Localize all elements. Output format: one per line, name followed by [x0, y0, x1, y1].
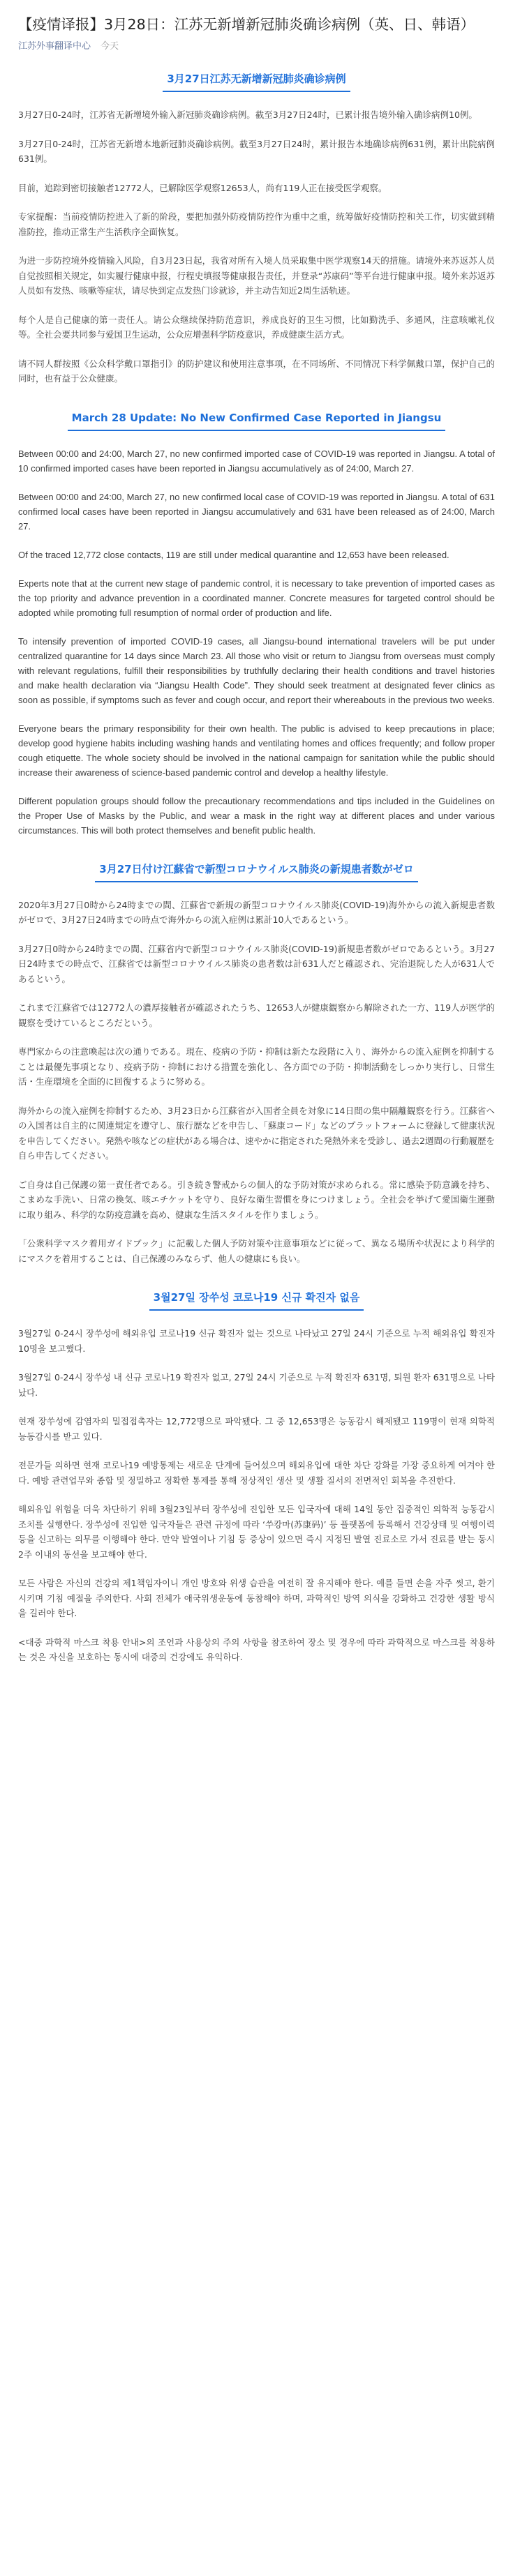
paragraph: ご自身は自己保護の第一責任者である。引き続き警戒からの個人的な予防対策が求められる。常に感染予防意識を持ち、こまめな手洗い、日常の換気、咳エチケットを守り、良好な衛生習慣を身につけましょう。全社会を挙げて愛国衛生運動に取り組み、科学的な防疫意識を高め、健康な生活スタイルを作りましょう。	[18, 1179, 495, 1220]
paragraph: 해외유입 위험을 더욱 차단하기 위해 3월23일부터 장쑤성에 진입한 모든 입국자에 대해 14일 동안 집중적인 의학적 능동감시 조치를 실행한다. 장쑤성에 진입한 입국자들은 관련 규정에 따라 ‘쑤캉마(苏康码)’ 등 플랫폼에 등록해서 건강상태 및 여행이력 등을 신고하는 의무를 이행해야 한다. 만약 발열이나 기침 등 증상이 있으면 즉시 지정된 발열 진료소로 가서 진료를 받는 동시 2주 이내의 동선을 보고해야 한다.	[18, 1504, 495, 1560]
account-name-link[interactable]: 江苏外事翻译中心	[18, 41, 91, 52]
paragraph: 専門家からの注意喚起は次の通りである。現在、疫病の予防・抑制は新たな段階に入り、海外からの流入症例を抑制することは最優先事項となり、疫病予防・抑制における措置を強化し、各方面での予防・抑制活動をしっかり実行し、日常生活・生産環境を全面的に回復するように努める。	[18, 1046, 495, 1087]
paragraph: 3月27日0-24时，江苏省无新增本地新冠肺炎确诊病例。截至3月27日24时，累计报告本地确诊病例631例，累计出院病例631例。	[18, 138, 495, 164]
section-header-korean: 3월27일 장쑤성 코로나19 신규 확진자 없음	[149, 1290, 364, 1311]
paragraph: 현재 장쑤성에 감염자의 밀접접촉자는 12,772명으로 파악됐다. 그 중 12,653명은 능동감시 해제됐고 119명이 현재 의학적 능동감시를 받고 있다.	[18, 1416, 495, 1442]
paragraph: 3월27일 0-24시 장쑤성 내 신규 코로나19 확진자 없고, 27일 24시 기준으로 누적 확진자 631명, 퇴원 환자 631명으로 나타났다.	[18, 1372, 495, 1398]
paragraph: 「公衆科学マスク着用ガイドブック」に記載した個人予防対策や注意事項などに従って、異なる場所や状況により科学的にマスクを着用することは、自己保護のみならず、他人の健康にも良い。	[18, 1238, 495, 1264]
paragraph: <대중 과학적 마스크 착용 안내>의 조언과 사용상의 주의 사항을 참조하여 장소 및 경우에 따라 과학적으로 마스크를 착용하는 것은 자신을 보호하는 동시에 대중의 건강에도 유익하다.	[18, 1636, 495, 1662]
paragraph: 2020年3月27日0時から24時までの間、江蘇省で新規の新型コロナウイルス肺炎(COVID-19)海外からの流入新規患者数がゼロで、3月27日24時までの時点で海外からの流入症例は累計10人であるという。	[18, 899, 495, 925]
paragraph: 3월27일 0-24시 장쑤성에 해외유입 코로나19 신규 확진자 없는 것으로 나타났고 27일 24시 기준으로 누적 해외유입 확진자 10명을 보고했다.	[18, 1328, 495, 1354]
section-english	[18, 410, 495, 838]
paragraph: 每个人是自己健康的第一责任人。请公众继续保持防范意识，养成良好的卫生习惯，比如勤洗手、多通风，注意咳嗽礼仪等。全社会要共同参与爱国卫生运动，公众应增强科学防疫意识，养成健康生活方式。	[18, 314, 495, 340]
article-title: 【疫情译报】3月28日：江苏无新增新冠肺炎确诊病例（英、日、韩语）	[18, 16, 475, 33]
paragraph: Between 00:00 and 24:00, March 27, no new confirmed local case of COVID-19 was reported in Jiangsu. A total of 631 confirmed local cases have been reported in Jiangsu accumulatively and 631 have been released as of 24:00, March 27.	[18, 491, 495, 532]
section-header-chinese: 3月27日江苏无新增新冠肺炎确诊病例	[163, 71, 350, 92]
paragraph: Different population groups should follow the precautionary recommendations and tips included in the Guidelines on the Proper Use of Masks by the Public, and wear a mask in the right way at different places and under various circumstances. This will both protect themselves and benefit public health.	[18, 795, 495, 836]
paragraph: Everyone bears the primary responsibility for their own health. The public is advised to keep precautions in place; develop good hygiene habits including washing hands and ventilating homes and offices frequently; and follow proper cough etiquette. The whole society should be involved in the national campaign for sanitation while the public should increase their awareness of science-based pandemic control and develop a healthy lifestyle.	[18, 723, 495, 778]
paragraph: Between 00:00 and 24:00, March 27, no new confirmed imported case of COVID-19 was reported in Jiangsu. A total of 10 confirmed imported cases have been reported in Jiangsu accumulatively as of 24:00, March 27.	[18, 448, 495, 474]
paragraph: 모든 사람은 자신의 건강의 제1책임자이니 개인 방호와 위생 습관을 여전히 잘 유지해야 한다. 예를 들면 손을 자주 씻고, 환기시키며 기침 예절을 주의한다. 사회 전체가 애국위생운동에 동참해야 하며, 과학적인 방역 의식을 강화하고 건강한 생활 방식을 길러야 한다.	[18, 1578, 495, 1618]
paragraph: これまで江蘇省では12772人の濃厚接触者が確認されたうち、12653人が健康観察から解除された一方、119人が医学的観察を受けているところだという。	[18, 1002, 495, 1028]
section-header-english: March 28 Update: No New Confirmed Case Reported in Jiangsu	[68, 410, 446, 431]
paragraph: 3月27日0-24时，江苏省无新增境外输入新冠肺炎确诊病例。截至3月27日24时，已累计报告境外输入确诊病例10例。	[18, 110, 477, 120]
paragraph: 3月27日0時から24時までの間、江蘇省内で新型コロナウイルス肺炎(COVID-19)新規患者数がゼロであるという。3月27日24時までの時点で、江蘇省では新型コロナウイルス肺炎の患者数は計631人だと確認され、完治退院した人が631人であるという。	[18, 943, 495, 984]
paragraph: 目前，追踪到密切接触者12772人，已解除医学观察12653人，尚有119人正在接受医学观察。	[18, 182, 387, 193]
section-header-japanese: 3月27日付け江蘇省で新型コロナウイルス肺炎の新規患者数がゼロ	[95, 861, 417, 882]
paragraph: 请不同人群按照《公众科学戴口罩指引》的防护建议和使用注意事项，在不同场所、不同情况下科学佩戴口罩，保护自己的同时，也有益于公众健康。	[18, 358, 495, 384]
publish-date: 今天	[101, 41, 119, 52]
paragraph: 海外からの流入症例を抑制するため、3月23日から江蘇省が入国者全員を対象に14日間の集中隔離観察を行う。江蘇省への入国者は自主的に関連規定を遵守し、旅行歴などを申告し、「蘇康コード」などのプラットフォームに登録して健康状況を申告してください。発熱や咳などの症状がある場合は、速やかに指定された発熱外来を受診し、過去2週間の行動履歴を自ら申告してください。	[18, 1105, 495, 1161]
paragraph: Experts note that at the current new stage of pandemic control, it is necessary to take prevention of imported cases as the top priority and advance prevention in a coordinated manner. Concrete measures for targeted control should be adopted while promoting full resumption of normal order of production and life.	[18, 578, 495, 618]
section-japanese	[18, 861, 495, 1267]
paragraph: 专家提醒：当前疫情防控进入了新的阶段，要把加强外防疫情防控作为重中之重，统筹做好疫情防控和关工作，切实做到精准防控，推动正常生产生活秩序全面恢复。	[18, 211, 495, 237]
paragraph: 전문가들 의하면 현재 코로나19 예방통제는 새로운 단계에 들어섰으며 해외유입에 대한 차단 강화를 가장 중요하게 여겨야 한다. 예방 관련업무와 종합 및 정밀하고 정확한 통제를 통해 정상적인 생산 및 생활 질서의 전면적인 회복을 추진한다.	[18, 1460, 495, 1486]
paragraph: To intensify prevention of imported COVID-19 cases, all Jiangsu-bound international travelers will be put under centralized quarantine for 14 days since March 23. All those who visit or return to Jiangsu from overseas must comply with relevant regulations, fulfill their responsibilities by truthfully declaring their health conditions and travel histories and make health declaration via “Jiangsu Health Code”. They should seek treatment at designated fever clinics as soon as possible, if symptoms such as fever and cough occur, and report their whereabouts in the previous two weeks.	[18, 635, 495, 705]
section-korean	[18, 1290, 495, 1665]
paragraph: Of the traced 12,772 close contacts, 119 are still under medical quarantine and 12,653 have been released.	[18, 549, 449, 560]
section-chinese	[18, 71, 495, 386]
article-meta	[18, 40, 495, 53]
paragraph: 为进一步防控境外疫情输入风险，自3月23日起，我省对所有入境人员采取集中医学观察14天的措施。请境外来苏返苏人员自觉按照相关规定，如实履行健康申报，行程史填报等健康报告责任，并登录“苏康码”等平台进行健康申报。境外来苏返苏人员如有发热、咳嗽等症状，请尽快到定点发热门诊就诊，并主动告知近2周生活轨迹。	[18, 255, 495, 296]
